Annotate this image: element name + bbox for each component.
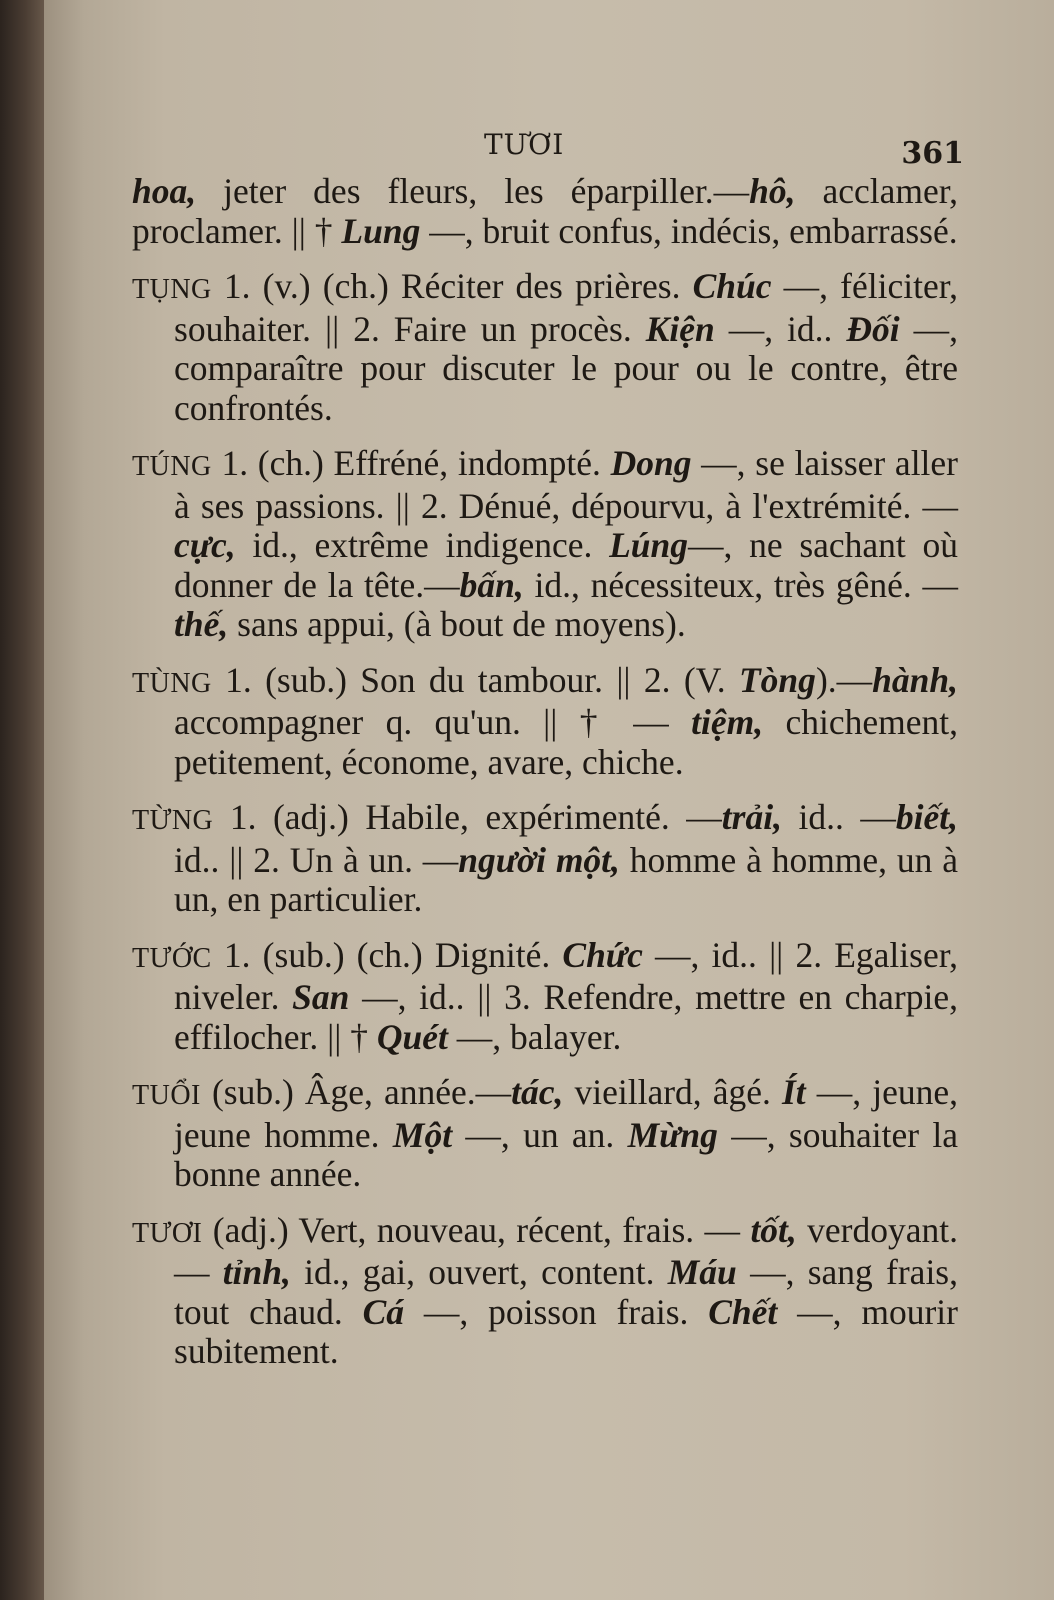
dictionary-entry (132, 661, 958, 783)
running-head: TƯƠI (484, 128, 565, 161)
definition-text: accompagner q. qu'un. || † — (174, 702, 692, 742)
definition-text: 1. (v.) (ch.) Réciter des prières. (211, 266, 693, 306)
italic-term: Một (392, 1114, 453, 1155)
definition-text: —, se laisser aller à ses passions. || 2. Dénué, dépourvu, à l'extrémité. — (174, 443, 958, 526)
definition-text: —, id.. (714, 308, 847, 349)
italic-term: Tòng (739, 659, 816, 700)
italic-term: thế, (174, 604, 229, 644)
italic-term: Chết (708, 1291, 778, 1332)
italic-term: Quét (376, 1016, 448, 1057)
italic-term: Cá (362, 1291, 405, 1332)
entry-headword: TÚNG (132, 451, 212, 482)
dictionary-entry (132, 1211, 958, 1372)
definition-text: —, id.. || 3. Refendre, mettre en charpie, effilocher. || † (174, 977, 958, 1057)
definition-text: —, féliciter, souhaiter. || 2. Faire un procès. (174, 266, 958, 349)
definition-text: (sub.) Âge, année.— (200, 1072, 512, 1112)
definition-text: ).— (815, 659, 873, 700)
book-spine-shadow (0, 0, 46, 1600)
italic-term: hô, (749, 171, 796, 211)
definition-text: —, mourir subitement. (174, 1291, 958, 1371)
entry-headword: TƯƠI (132, 1217, 203, 1249)
definition-text: id., extrême indigence. (235, 525, 610, 565)
definition-text: 1. (sub.) Son du tambour. || 2. (V. (211, 659, 739, 700)
definition-text: —, un an. (452, 1114, 628, 1155)
definition-text: jeter des fleurs, les éparpiller.— (196, 171, 750, 211)
definition-text: acclamer, proclamer. || † (132, 171, 958, 251)
definition-text: —, souhaiter la bonne année. (174, 1114, 958, 1194)
italic-term: hành, (872, 659, 958, 700)
definition-text: vieillard, âgé. (563, 1072, 782, 1112)
definition-text: id.. — (781, 797, 896, 837)
definition-text: —, id.. || 2. Egaliser, niveler. (174, 934, 958, 1017)
italic-term: Ít (781, 1072, 806, 1112)
entry-headword: TỪNG (132, 805, 214, 836)
definition-text: 1. (ch.) Effréné, indompté. (211, 443, 611, 483)
definition-text: (adj.) Vert, nouveau, récent, frais. — (202, 1209, 751, 1250)
italic-term: hoa, (132, 171, 197, 211)
italic-term: Dong (610, 443, 692, 483)
page-number: 361 (901, 136, 964, 171)
italic-term: Đối (846, 308, 900, 349)
definition-text: verdoyant. — (174, 1209, 958, 1292)
italic-term: Mừng (627, 1114, 718, 1155)
italic-term: Kiện (645, 308, 715, 349)
definition-text: id., nécessiteux, très gêné. — (523, 564, 959, 605)
italic-term: Lúng (609, 525, 689, 565)
dictionary-entries (132, 172, 958, 1372)
definition-text: id., gai, ouvert, content. (290, 1252, 668, 1292)
italic-term: trải, (721, 797, 782, 837)
italic-term: tiệm, (691, 702, 764, 742)
dictionary-entry (132, 936, 958, 1058)
definition-text: —, comparaître pour discuter le pour ou le contre, être confrontés. (174, 308, 958, 428)
italic-term: cực, (174, 525, 236, 565)
italic-term: bấn, (459, 564, 524, 605)
entry-headword: TỤNG (132, 274, 212, 305)
definition-text: —, balayer. (447, 1016, 622, 1057)
entry-headword: TƯỚC (132, 942, 212, 974)
italic-term: Máu (667, 1252, 737, 1292)
italic-term: biết, (895, 797, 958, 837)
definition-text: 1. (sub.) (ch.) Dignité. (211, 934, 563, 975)
italic-term: tỉnh, (222, 1252, 291, 1292)
page-header (132, 128, 964, 172)
italic-term: Chức (562, 934, 643, 975)
dictionary-entry (132, 267, 958, 428)
entry-headword: TÙNG (132, 667, 212, 699)
definition-text: —, ne sachant où donner de la tête.— (174, 525, 958, 605)
definition-text: chichement, petitement, économe, avare, chiche. (174, 702, 958, 782)
italic-term: San (292, 977, 350, 1017)
italic-term: tác, (511, 1072, 564, 1112)
entry-headword: TUỔI (132, 1080, 201, 1111)
italic-term: Lung (341, 210, 421, 251)
definition-text: —, sang frais, tout chaud. (174, 1252, 958, 1332)
definition-text: —, jeune, jeune homme. (174, 1072, 958, 1155)
definition-text: 1. (adj.) Habile, expérimenté. — (213, 797, 722, 837)
definition-text: homme à homme, un à un, en particulier. (174, 839, 958, 919)
dictionary-entry (132, 798, 958, 920)
italic-term: người một, (458, 839, 620, 880)
italic-term: Chúc (692, 266, 772, 306)
dictionary-entry (132, 1073, 958, 1195)
definition-text: —, bruit confus, indécis, embarrassé. (420, 210, 958, 251)
definition-text: id.. || 2. Un à un. — (174, 839, 459, 880)
definition-text: sans appui, (à bout de moyens). (228, 604, 686, 644)
dictionary-entry (132, 172, 958, 251)
definition-text: —, poisson frais. (404, 1291, 709, 1332)
dictionary-page (44, 0, 1054, 1600)
italic-term: tốt, (750, 1209, 797, 1250)
dictionary-entry (132, 444, 958, 645)
